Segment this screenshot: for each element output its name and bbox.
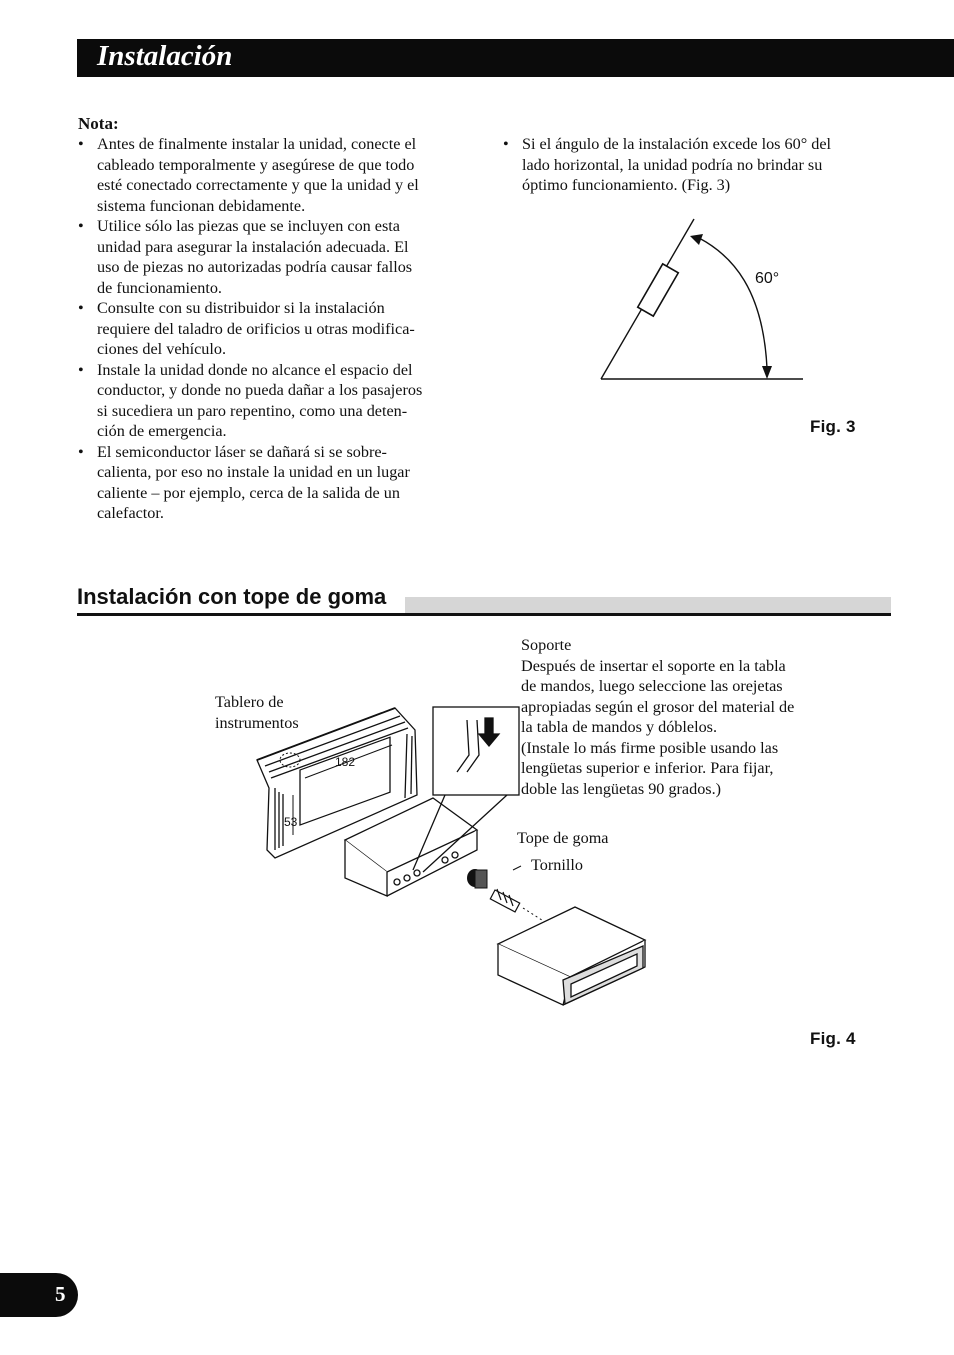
head-unit — [498, 907, 645, 1005]
installation-diagram — [245, 700, 665, 1020]
screw — [490, 889, 519, 912]
dashboard-callout: Tablero de instrumentos — [215, 693, 299, 732]
rubber-bush-label: Tope de goma — [517, 829, 609, 847]
angle-arc — [699, 238, 767, 368]
rubber-bush — [467, 869, 487, 888]
unit-rectangle — [638, 264, 679, 316]
list-item: • El semiconductor láser se dañará si se sobre- calienta, por eso no instale la unidad en un lugar caliente – por ejemplo, cerca de la salida de un calefactor. — [78, 442, 470, 524]
page-number-tab — [0, 1273, 78, 1317]
width-dimension-label: 182 — [335, 755, 356, 769]
list-item: • Utilice sólo las piezas que se incluyen con esta unidad para asegurar la instalación adecuada. El uso de piezas no autorizadas podría causar fallos de funcionamiento. — [78, 216, 470, 298]
angle-note-list — [503, 134, 883, 196]
leader-line — [513, 866, 521, 870]
header-bar — [77, 39, 954, 77]
section-title: Instalación con tope de goma — [77, 584, 387, 609]
guide-line — [523, 908, 545, 922]
list-item: • Antes de finalmente instalar la unidad, conecte el cableado temporalmente y asegúrese de que todo esté conectado correctamente y que la unidad y el sistema funcionan debidamente. — [78, 134, 470, 216]
list-item: • Si el ángulo de la instalación excede los 60° del lado horizontal, la unidad podría no brindar su óptimo funcionamiento. (Fig. 3) — [503, 134, 883, 196]
note-label: Nota: — [78, 114, 119, 133]
support-callout: Soporte Después de insertar el soporte en la tabla de mandos, luego seleccione las orejetas apropiadas según el grosor del material de la tabla de mandos y dóblelos. (Instale lo más firme posible usando las lengüetas superior e inferior. Para fijar, doble las lengüetas 90 grados.) — [521, 635, 851, 799]
arrow-head-icon — [762, 366, 772, 379]
height-dimension-label: 53 — [284, 815, 298, 829]
screw-label: Tornillo — [531, 856, 583, 874]
fig3-caption: Fig. 3 — [810, 417, 856, 436]
page-number: 5 — [55, 1282, 66, 1306]
angle-label: 60° — [755, 270, 780, 287]
note-list — [78, 134, 470, 524]
fig4-caption: Fig. 4 — [810, 1029, 856, 1048]
section-band — [405, 597, 891, 613]
page-title: Instalación — [97, 40, 233, 72]
support-title: Soporte — [521, 636, 572, 654]
list-item: • Instale la unidad donde no alcance el espacio del conductor, y donde no pueda dañar a los pasajeros si sucediera un paro repentino, como una deten- ción de emergencia. — [78, 360, 470, 442]
angle-diagram — [595, 210, 815, 390]
list-item: • Consulte con su distribuidor si la instalación requiere del taladro de orificios u otras modifica- ciones del vehículo. — [78, 298, 470, 360]
